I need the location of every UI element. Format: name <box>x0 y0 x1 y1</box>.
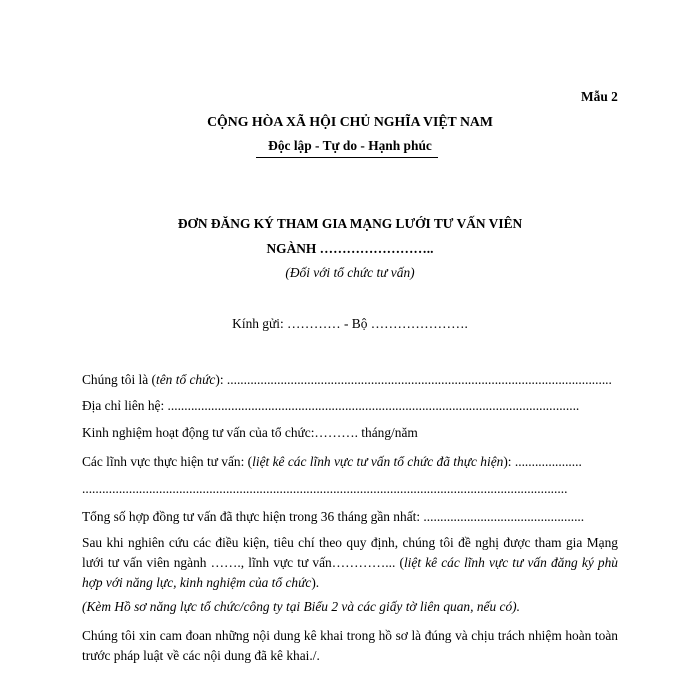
form-title-line1: ĐƠN ĐĂNG KÝ THAM GIA MẠNG LƯỚI TƯ VẤN VIÊN <box>177 216 523 231</box>
fields-of-work-field <box>82 454 582 470</box>
fields-of-work-hint: liệt kê các lĩnh vực tư vấn tổ chức đã thực hiện <box>252 454 504 469</box>
request-paragraph <box>82 533 618 593</box>
fields-of-work-label: Các lĩnh vực thực hiện tư vấn: ( <box>82 454 253 469</box>
org-name-blank: ): ................................................................................................................... <box>215 372 612 387</box>
org-name-field <box>82 372 612 388</box>
commitment-paragraph: Chúng tôi xin cam đoan những nội dung kê khai trong hồ sơ là đúng và chịu trách nhiệm hoàn toàn trước pháp luật về các nội dung đã kê khai./. <box>82 628 618 663</box>
national-motto: Độc lập - Tự do - Hạnh phúc <box>268 138 432 153</box>
form-subtitle: (Đối với tổ chức tư vấn) <box>285 265 415 280</box>
form-title-line2: NGÀNH …………………….. <box>266 241 434 256</box>
request-hint: liệt kê các lĩnh vực tư vấn đăng ký phù hợp với năng lực, kinh nghiệm của tổ chức <box>82 555 618 590</box>
addressee-line: Kính gửi: ………… - Bộ …………………. <box>232 316 468 331</box>
fields-of-work-blank: ): .................... <box>503 454 582 469</box>
continuation-blank-line: ................................................................................................................................................. <box>82 481 568 496</box>
request-end: ). <box>311 575 320 590</box>
form-number: Mẫu 2 <box>581 89 618 104</box>
request-text: Sau khi nghiên cứu các điều kiện, tiêu chí theo quy định, chúng tôi đề nghị được tham gia Mạng lưới tư vấn viên ngành ……., lĩnh vực tư vấn…………... ( <box>82 535 618 570</box>
country-header: CỘNG HÒA XÃ HỘI CHỦ NGHĨA VIỆT NAM <box>207 114 493 129</box>
motto-underline <box>256 157 438 158</box>
experience-field: Kinh nghiệm hoạt động tư vấn của tổ chức:………. tháng/năm <box>82 425 418 440</box>
org-name-label: Chúng tôi là ( <box>82 372 157 387</box>
org-name-hint: tên tổ chức <box>156 372 216 387</box>
address-field: Địa chỉ liên hệ: ........................................................................................................................... <box>82 398 580 413</box>
attachment-note: (Kèm Hồ sơ năng lực tổ chức/công ty tại Biểu 2 và các giấy tờ liên quan, nếu có). <box>82 599 520 614</box>
contracts-count-field: Tổng số hợp đồng tư vấn đã thực hiện trong 36 tháng gần nhất: ................................................ <box>82 509 585 524</box>
